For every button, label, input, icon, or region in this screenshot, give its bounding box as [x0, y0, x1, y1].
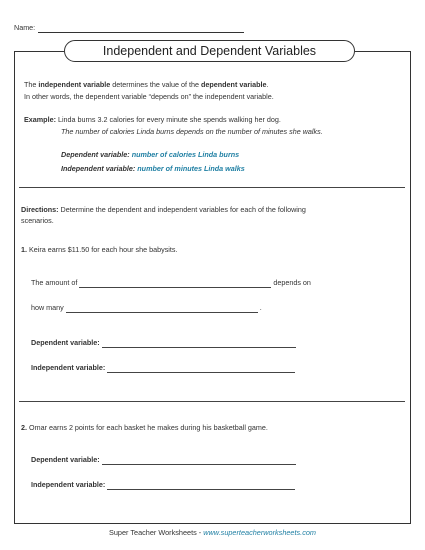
directions-label: Directions: [21, 205, 59, 214]
intro-text: . [266, 80, 269, 89]
question-1-text: Keira earns $11.50 for each hour she babysits. [27, 245, 178, 254]
page-title: Independent and Dependent Variables [64, 40, 355, 62]
q1-how-many-prefix: how many [31, 303, 64, 312]
q2-independent-line [31, 480, 401, 490]
q2-dep-label: Dependent variable: [31, 455, 100, 464]
q1-ind-blank[interactable] [107, 364, 295, 373]
section-divider-2 [19, 401, 405, 402]
q2-dependent-line [31, 455, 401, 465]
intro-bold-independent: independent variable [38, 80, 111, 89]
example-dep-label: Dependent variable: [61, 150, 130, 159]
example-dependent [61, 150, 401, 160]
question-1 [21, 245, 406, 255]
q1-amount-prefix: The amount of [31, 278, 78, 287]
directions-line-1 [21, 205, 406, 215]
question-2-text: Omar earns 2 points for each basket he makes during his basketball game. [27, 423, 268, 432]
directions-text: Determine the dependent and independent variables for each of the following [58, 205, 306, 214]
question-1-number: 1. [21, 245, 27, 254]
footer-link[interactable]: www.superteacherworksheets.com [203, 528, 316, 537]
q1-how-many-blank[interactable] [66, 304, 258, 313]
q1-ind-label: Independent variable: [31, 363, 106, 372]
directions-line-2: scenarios. [21, 216, 54, 225]
intro-line-1 [24, 80, 404, 90]
example-text: Linda burns 3.2 calories for every minute she spends walking her dog. [55, 115, 281, 124]
q2-ind-blank[interactable] [107, 481, 295, 490]
q1-dependent-line [31, 338, 401, 348]
example-ind-label: Independent variable: [61, 164, 136, 173]
example-note: The number of calories Linda burns depends on the number of minutes she walks. [61, 127, 323, 136]
intro-text: The [24, 80, 39, 89]
name-field[interactable] [38, 24, 244, 33]
example-dep-value: number of calories Linda burns [129, 150, 240, 159]
name-label: Name: [14, 23, 36, 32]
q1-dep-blank[interactable] [102, 339, 296, 348]
footer-text: Super Teacher Worksheets - [109, 528, 204, 537]
q2-dep-blank[interactable] [102, 456, 296, 465]
example-line [24, 115, 404, 125]
title-rule-left [14, 51, 64, 52]
title-rule-right [355, 51, 411, 52]
intro-bold-dependent: dependent variable [201, 80, 267, 89]
intro-text: determines the value of the [110, 80, 201, 89]
example-label: Example: [24, 115, 56, 124]
name-row [14, 23, 244, 33]
question-2 [21, 423, 406, 433]
example-independent [61, 164, 401, 174]
q1-how-many-line [31, 303, 401, 313]
q1-how-many-suffix: . [259, 303, 262, 312]
q2-ind-label: Independent variable: [31, 480, 106, 489]
q1-independent-line [31, 363, 401, 373]
q1-amount-suffix: depends on [273, 278, 311, 287]
question-2-number: 2. [21, 423, 27, 432]
footer [0, 528, 425, 537]
q1-dep-label: Dependent variable: [31, 338, 100, 347]
q1-amount-blank[interactable] [79, 279, 271, 288]
section-divider-1 [19, 187, 405, 188]
example-ind-value: number of minutes Linda walks [135, 164, 245, 173]
q1-amount-line [31, 278, 401, 288]
intro-line-2: In other words, the dependent variable “depends on” the independent variable. [24, 92, 274, 101]
